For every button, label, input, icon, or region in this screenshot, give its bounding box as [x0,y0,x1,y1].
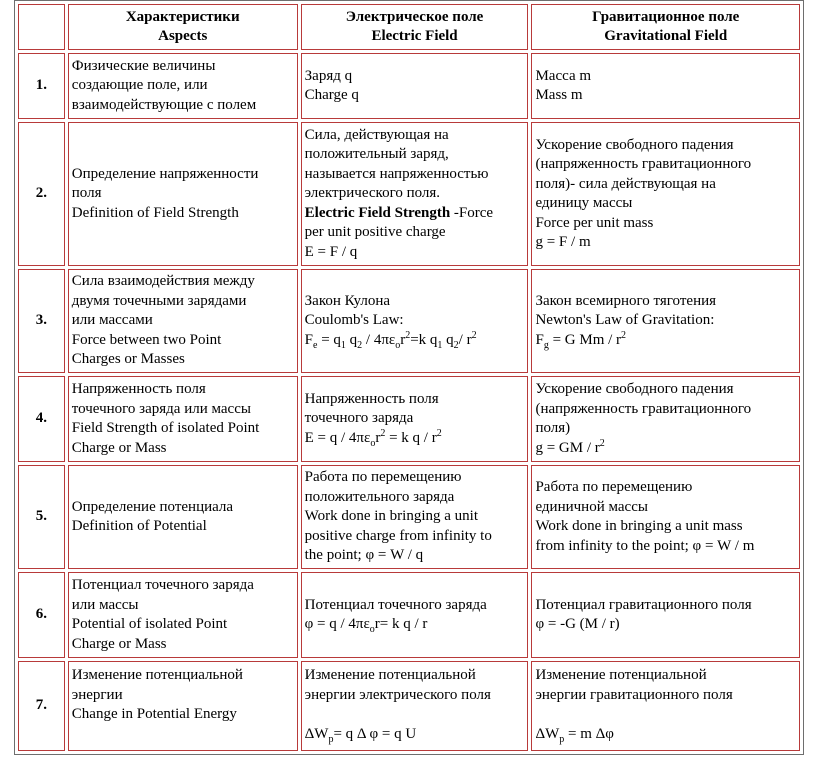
formula-sub: o [369,624,375,635]
grav-cell [531,465,800,569]
cell-line: Ускорение свободного падения [535,381,734,397]
formula-part: E = q / 4πε [304,429,371,446]
cell-line: Potential of isolated Point [71,616,228,632]
cell-line: Напряженность поля [304,390,439,407]
cell-line: Definition of Field Strength [71,204,239,221]
cell-line: энергии гравитационного поля [535,686,733,703]
formula-sub: g [543,339,549,351]
cell-line: Физические величины [71,57,216,74]
formula-part: q [442,331,454,348]
formula [305,429,525,449]
formula [535,725,796,745]
cell-line: Charges or Masses [71,351,185,368]
comparison-table [14,0,804,755]
cell-line: точечного заряда или массы [71,400,251,417]
cell-line: Заряд q [304,67,353,84]
header-aspects-ru: Характеристики [125,8,240,25]
header-aspects [68,4,298,50]
aspect-cell [68,122,298,266]
aspect-cell [68,661,298,751]
formula-part: = m Δφ [564,725,614,742]
row-number: 6. [18,572,65,658]
table-row [18,269,800,373]
cell-line: Сила взаимодействия между [71,273,255,290]
spacer [535,705,796,725]
formula-sub: p [559,733,565,745]
cell-line: Сила, действующая на [304,126,449,143]
formula [535,331,796,351]
table-row [18,661,800,751]
electric-cell [301,376,529,462]
cell-line: (напряженность гравитационного [535,156,752,172]
cell-line: Потенциал гравитационного поля [535,596,752,613]
cell-line: positive charge from infinity to [304,527,492,544]
header-gravitational [531,4,800,50]
electric-cell [301,53,529,119]
grav-cell [531,269,800,373]
formula: E = F / q [304,243,358,260]
cell-line: Определение потенциала [71,498,234,515]
cell-line: или массы [71,596,139,613]
cell-line: Изменение потенциальной [304,667,476,683]
grav-cell [531,122,800,266]
formula [305,331,525,351]
formula-sup: 2 [436,427,442,439]
formula-part: =k q [410,331,438,348]
formula-part: = q [317,331,341,348]
header-electric [301,4,529,50]
cell-line: Force between two Point [71,331,222,348]
aspect-cell [68,376,298,462]
cell-line: Закон всемирного тяготения [535,292,717,309]
cell-line: энергии [71,686,123,703]
cell-line: Закон Кулона [304,292,391,309]
grav-cell [531,376,800,462]
table-row [18,572,800,658]
formula [535,439,796,459]
cell-line: положительный заряд, [304,146,449,163]
grav-cell [531,661,800,751]
formula-sup: 2 [405,329,411,341]
cell-line: называется напряженностью [304,165,489,182]
cell-line: взаимодействующие с полем [71,96,257,113]
formula [305,615,525,635]
formula-part: r [375,429,381,446]
formula-part: g = GM / r [535,439,600,456]
cell-line: поля) [535,420,571,436]
formula-sub: o [395,339,401,351]
formula-part: r= k q / r [374,616,428,632]
cell-line: Work done in bringing a unit [304,508,478,525]
formula-sub: 2 [357,339,363,351]
cell-line: Work done in bringing a unit mass [535,518,743,534]
electric-cell [301,465,529,569]
formula: the point; φ = W / q [304,547,424,564]
formula-part: = q Δ φ = q U [333,725,417,742]
formula-sub: p [328,733,334,745]
header-grav-ru: Гравитационное поле [592,8,740,25]
cell-line: Изменение потенциальной [535,667,707,683]
aspect-cell [68,465,298,569]
cell-line: Charge q [304,87,359,103]
row-number: 2. [18,122,65,266]
table-row [18,53,800,119]
formula-part: q [345,331,358,348]
cell-line: Ускорение свободного падения [535,136,734,153]
spacer [305,705,525,725]
formula-sub: 1 [340,339,346,351]
formula: φ = -G (M / r) [535,616,620,632]
formula-part: F [304,331,313,348]
cell-line: создающие поле, или [71,77,208,94]
cell-line: поля [71,185,102,202]
row-number: 1. [18,53,65,119]
cell-line: Определение напряженности [71,165,259,182]
formula-part: r [400,331,406,348]
cell-line: Изменение потенциальной [71,667,243,683]
cell-line: электрического поля. [304,185,441,202]
cell-line: двумя точечными зарядами [71,292,247,309]
header-electric-ru: Электрическое поле [345,8,484,25]
formula-sup: 2 [621,329,627,341]
formula-sub: 1 [437,339,443,351]
cell-line: точечного заряда [304,410,414,427]
formula-part: = G Mm / r [548,331,622,348]
cell-line: или массами [71,312,153,329]
electric-cell [301,661,529,751]
table-row [18,376,800,462]
row-number: 3. [18,269,65,373]
formula-sub: 2 [453,339,459,351]
cell-line: Работа по перемещению [535,479,693,495]
formula-part: F [535,331,544,348]
formula-sub: e [312,339,318,351]
table-row [18,465,800,569]
header-corner-cell [18,4,65,50]
cell-line: энергии электрического поля [304,686,491,703]
aspect-cell [68,572,298,658]
electric-cell [301,122,529,266]
cell-line: Потенциал точечного заряда [71,577,254,593]
cell-line: Mass m [535,87,583,103]
row-number: 5. [18,465,65,569]
electric-cell [301,572,529,658]
electric-cell [301,269,529,373]
table-row [18,122,800,266]
cell-line: Масса m [535,67,592,84]
header-electric-en: Electric Field [371,28,458,44]
cell-line: per unit positive charge [304,224,446,241]
cell-line: Charge or Mass [71,635,167,652]
formula [305,725,525,745]
cell-line: Field Strength of isolated Point [71,420,260,436]
header-grav-en: Gravitational Field [604,28,728,44]
formula-sup: 2 [380,427,386,439]
formula-sub: o [370,437,376,449]
row-number: 4. [18,376,65,462]
cell-text: -Force [450,204,494,221]
grav-cell [531,572,800,658]
formula: g = F / m [535,234,591,250]
cell-line: Работа по перемещению [304,469,462,486]
cell-line: поля)- сила действующая на [535,175,716,192]
cell-line: Change in Potential Energy [71,706,237,722]
cell-line: (напряженность гравитационного [535,400,752,417]
formula-part: φ = q / 4πε [304,616,370,632]
formula-part: / r [458,331,472,348]
formula-part: = k q / r [385,429,437,446]
cell-line: Напряженность поля [71,381,206,397]
formula-part: ΔW [535,725,560,742]
cell-line: Definition of Potential [71,518,207,534]
grav-cell [531,53,800,119]
electric-field-strength-term: Electric Field Strength [304,204,451,221]
aspect-cell [68,269,298,373]
cell-line: положительного заряда [304,488,455,505]
aspect-cell [68,53,298,119]
cell-line: Newton's Law of Gravitation: [535,312,715,329]
formula: from infinity to the point; φ = W / m [535,537,755,554]
cell-line: единицу массы [535,195,633,211]
cell-line: единичной массы [535,498,648,515]
row-number: 7. [18,661,65,751]
header-aspects-en: Aspects [158,28,208,44]
cell-line: Charge or Mass [71,439,167,456]
cell-line: Coulomb's Law: [304,312,404,329]
formula-sup: 2 [599,437,605,449]
cell-line: Потенциал точечного заряда [304,596,487,613]
header-row [18,4,800,50]
cell-line: Force per unit mass [535,214,654,231]
formula-sup: 2 [471,329,477,341]
formula-part: ΔW [304,725,329,742]
cell-line [305,204,525,224]
formula-part: / 4πε [362,331,396,348]
